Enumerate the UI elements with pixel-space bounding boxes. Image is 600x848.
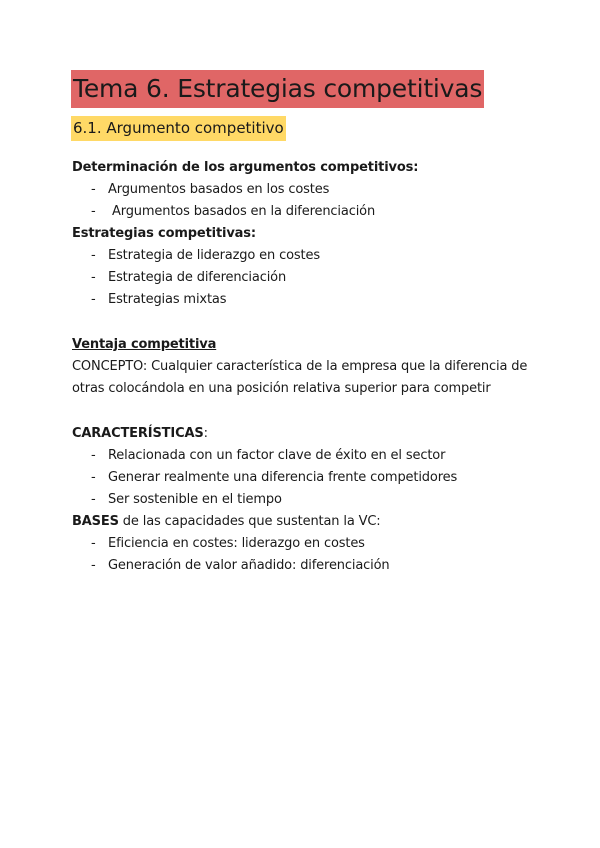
caracteristicas-heading-line <box>72 425 208 443</box>
list-item <box>91 181 329 199</box>
list-item <box>91 469 457 487</box>
list-item <box>91 491 282 509</box>
ventaja-heading: Ventaja competitiva <box>72 337 217 352</box>
dash: - <box>91 558 96 573</box>
section-subtitle: 6.1. Argumento competitivo <box>71 116 286 141</box>
dash: - <box>91 182 96 197</box>
list-item-text: Estrategia de liderazgo en costes <box>108 248 320 263</box>
dash: - <box>91 204 96 219</box>
list-item <box>91 447 445 465</box>
caracteristicas-heading: CARACTERÍSTICAS <box>72 426 204 441</box>
list-item <box>91 291 226 309</box>
dash: - <box>91 270 96 285</box>
list-item-text: Generar realmente una diferencia frente competidores <box>108 470 458 485</box>
dash: - <box>91 492 96 507</box>
dash: - <box>91 248 96 263</box>
list-item-text: Eficiencia en costes: liderazgo en costes <box>108 536 365 551</box>
list-item <box>91 203 375 221</box>
dash: - <box>91 292 96 307</box>
list-item <box>91 535 365 553</box>
dash: - <box>91 536 96 551</box>
list-item <box>91 247 320 265</box>
list-item-text: Relacionada con un factor clave de éxito en el sector <box>108 448 446 463</box>
bases-line <box>72 513 381 531</box>
list-item-text: Generación de valor añadido: diferenciación <box>108 558 390 573</box>
list-item-text: Argumentos basados en la diferenciación <box>108 204 376 219</box>
list-item-text: Ser sostenible en el tiempo <box>108 492 282 507</box>
concepto-line-1: CONCEPTO: Cualquier característica de la empresa que la diferencia de <box>72 359 528 374</box>
bases-heading: BASES <box>72 514 119 529</box>
colon: : <box>203 426 208 441</box>
dash: - <box>91 470 96 485</box>
section1-heading: Determinación de los argumentos competitivos: <box>72 160 419 175</box>
list-item-text: Estrategias mixtas <box>108 292 227 307</box>
dash: - <box>91 448 96 463</box>
concepto-line-2: otras colocándola en una posición relativa superior para competir <box>72 381 491 396</box>
section2-heading: Estrategias competitivas: <box>72 226 256 241</box>
page-title: Tema 6. Estrategias competitivas <box>71 70 484 108</box>
list-item-text: Argumentos basados en los costes <box>108 182 330 197</box>
bases-text: de las capacidades que sustentan la VC: <box>118 514 381 529</box>
list-item <box>91 269 286 287</box>
list-item <box>91 557 390 575</box>
list-item-text: Estrategia de diferenciación <box>108 270 287 285</box>
